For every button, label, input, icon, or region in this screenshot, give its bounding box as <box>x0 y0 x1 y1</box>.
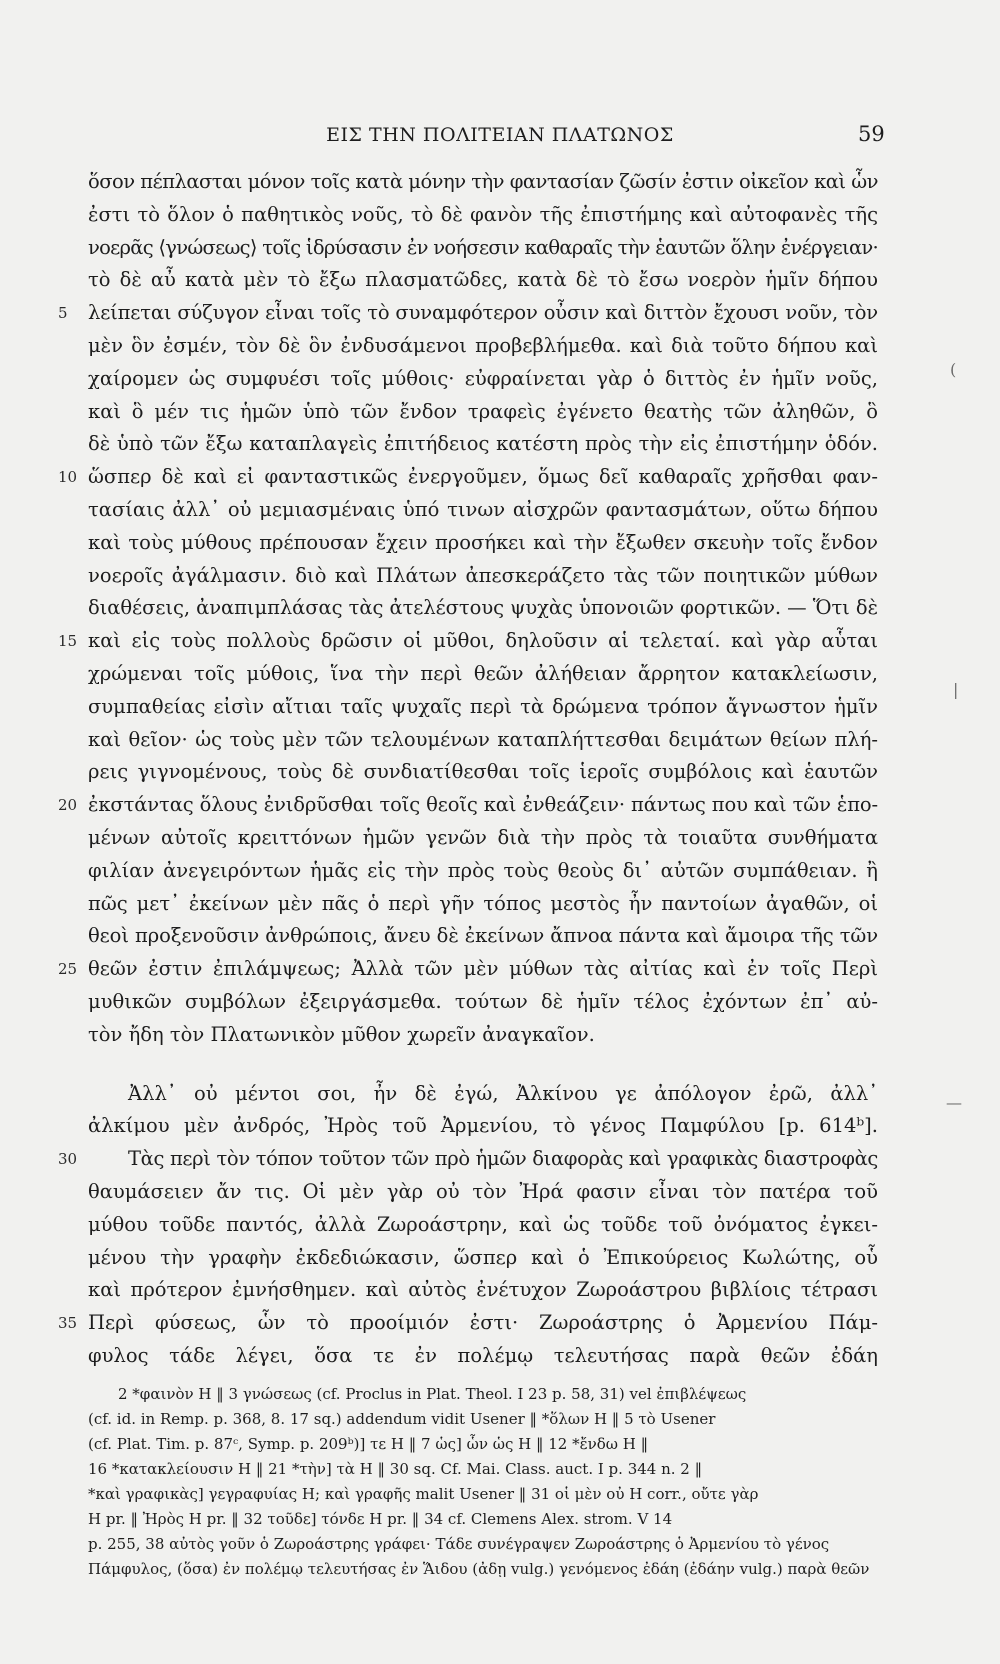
line-text: καὶ ὃ μέν τις ἡμῶν ὑπὸ τῶν ἔνδον τραφεὶς ἐγένετο θεατὴς τῶν ἀληθῶν, ὃ <box>88 399 878 423</box>
text-line <box>88 1340 878 1373</box>
text-line <box>58 461 878 494</box>
line-text: καὶ θεῖον· ὡς τοὺς μὲν τῶν τελουμένων καταπλήττεσθαι δειμάτων θείων πλή- <box>88 727 878 751</box>
line-text: μυθικῶν συμβόλων ἐξειργάσμεθα. τούτων δὲ ἡμῖν τέλος ἐχόντων ἐπ᾽ αὐ- <box>88 989 878 1013</box>
line-text: ὅσον πέπλασται μόνον τοῖς κατὰ μόνην τὴν φαντασίαν ζῶσίν ἐστιν οἰκεῖον καὶ ὧν <box>88 170 878 193</box>
text-line <box>88 986 878 1019</box>
line-text: θεοὶ προξενοῦσιν ἀνθρώποις, ἄνευ δὲ ἐκείνων ἄπνοα πάντα καὶ ἄμοιρα τῆς τῶν <box>88 924 878 948</box>
line-text: νοεροῖς ἀγάλμασιν. διὸ καὶ Πλάτων ἀπεσκεράζετο τὰς τῶν ποιητικῶν μύθων <box>88 563 878 587</box>
line-number: 10 <box>58 468 78 487</box>
line-number: 15 <box>58 632 78 651</box>
text-line <box>88 494 878 527</box>
line-text: μένου τὴν γραφὴν ἐκδεδιώκασιν, ὥσπερ καὶ ὁ Ἐπικούρειος Κωλώτης, οὗ <box>88 1245 878 1269</box>
text-line <box>88 888 878 921</box>
line-text: Περὶ φύσεως, ὧν τὸ προοίμιόν ἐστι· Ζωροάστρης ὁ Ἀρμενίου Πάμ- <box>88 1311 878 1335</box>
text-line <box>88 724 878 757</box>
text-line <box>88 166 878 199</box>
line-number: 35 <box>58 1314 78 1333</box>
line-number: 25 <box>58 960 78 979</box>
line-text: ὥσπερ δὲ καὶ εἰ φανταστικῶς ἐνεργοῦμεν, ὅμως δεῖ καθαραῖς χρῆσθαι φαν- <box>88 465 878 489</box>
text-line <box>88 920 878 953</box>
text-line <box>58 789 878 822</box>
text-line <box>88 756 878 789</box>
footnote-line: p. 255, 38 αὐτὸς γοῦν ὁ Ζωροάστρης γράφει· Τάδε συνέγραψεν Ζωροάστρης ὁ Ἀρμενίου τὸ γένος <box>88 1535 830 1553</box>
line-text: φιλίαν ἀνεγειρόντων ἡμᾶς εἰς τὴν πρὸς τοὺς θεοὺς δι᾽ αὐτῶν συμπάθειαν. ἢ <box>88 858 878 882</box>
text-line <box>58 1143 878 1176</box>
line-text: μὲν ὃν ἐσμέν, τὸν δὲ ὃν ἐνδυσάμενοι προβεβλήμεθα. καὶ διὰ τοῦτο δήπου καὶ <box>88 333 878 357</box>
text-line <box>58 297 878 330</box>
text-line <box>88 1242 878 1275</box>
line-text: δὲ ὑπὸ τῶν ἔξω καταπλαγεὶς ἐπιτήδειος κατέστη πρὸς τὴν εἰς ἐπιστήμην ὁδόν. <box>88 432 878 456</box>
text-line <box>88 396 878 429</box>
text-line <box>88 428 878 461</box>
line-text: ἀλκίμου μὲν ἀνδρός, Ἠρὸς τοῦ Ἀρμενίου, τὸ γένος Παμφύλου [p. 614ᵇ]. <box>88 1114 878 1138</box>
line-text: θεῶν ἐστιν ἐπιλάμψεως; Ἀλλὰ τῶν μὲν μύθων τὰς αἰτίας καὶ ἐν τοῖς Περὶ <box>88 957 878 981</box>
margin-mark: ( <box>950 360 957 379</box>
text-line <box>58 1307 878 1340</box>
margin-mark: | <box>953 680 959 699</box>
text-line <box>58 953 878 986</box>
line-text: λείπεται σύζυγον εἶναι τοῖς τὸ συναμφότερον οὖσιν καὶ διττὸν ἔχουσι νοῦν, τὸν <box>88 301 878 325</box>
text-line <box>88 1209 878 1242</box>
line-text: μένων αὐτοῖς κρειττόνων ἡμῶν γενῶν διὰ τὴν πρὸς τὰ τοιαῦτα συνθήματα <box>88 825 878 849</box>
text-line <box>88 199 878 232</box>
line-number: 20 <box>58 796 78 815</box>
main-text <box>58 166 878 1373</box>
line-text: νοερᾶς ⟨γνώσεως⟩ τοῖς ἱδρύσασιν ἐν νοήσεσιν καθαραῖς τὴν ἑαυτῶν ὅλην ἐνέργειαν· <box>88 235 878 259</box>
line-text: πῶς μετ᾽ ἐκείνων μὲν πᾶς ὁ περὶ γῆν τόπος μεστὸς ἦν παντοίων ἀγαθῶν, οἱ <box>88 891 878 915</box>
text-line <box>88 1078 878 1111</box>
text-line <box>88 560 878 593</box>
footnote-line: Πάμφυλος, (ὅσα) ἐν πολέμῳ τελευτήσας ἐν Ἅιδου (ἀδῃ vulg.) γενόμενος ἐδάη (ἐδάην vulg.) παρὰ θεῶν <box>88 1560 870 1578</box>
text-line <box>88 1110 878 1143</box>
text-line <box>88 592 878 625</box>
line-number: 5 <box>58 304 68 323</box>
text-line <box>88 264 878 297</box>
line-text: καὶ εἰς τοὺς πολλοὺς δρῶσιν οἱ μῦθοι, δηλοῦσιν αἱ τελεταί. καὶ γὰρ αὗται <box>88 629 878 653</box>
text-line <box>88 330 878 363</box>
text-line <box>88 1019 878 1052</box>
line-text: Ἀλλ᾽ οὐ μέντοι σοι, ἦν δὲ ἐγώ, Ἀλκίνου γε ἀπόλογον ἐρῶ, ἀλλ᾽ <box>128 1081 878 1105</box>
line-number: 30 <box>58 1150 78 1169</box>
footnote-line: (cf. id. in Remp. p. 368, 8. 17 sq.) addendum vidit Usener ‖ *ὅλων H ‖ 5 τὸ Usener <box>88 1410 716 1428</box>
text-line <box>88 1274 878 1307</box>
margin-mark: — <box>946 1093 962 1112</box>
footnote-line: (cf. Plat. Tim. p. 87ᶜ, Symp. p. 209ᵇ)] τε H ‖ 7 ὡς] ὧν ὡς H ‖ 12 *ἔνδω H ‖ <box>88 1435 649 1453</box>
text-line <box>88 822 878 855</box>
line-text: Τὰς περὶ τὸν τόπον τοῦτον τῶν πρὸ ἡμῶν διαφορὰς καὶ γραφικὰς διαστροφὰς <box>128 1147 878 1171</box>
line-text: συμπαθείας εἰσὶν αἴτιαι ταῖς ψυχαῖς περὶ τὰ δρώμενα τρόπον ἄγνωστον ἡμῖν <box>88 694 878 718</box>
footnote-line: 16 *κατακλείουσιν H ‖ 21 *τὴν] τὰ H ‖ 30 sq. Cf. Mai. Class. auct. I p. 344 n. 2 ‖ <box>88 1460 703 1478</box>
line-text: τασίαις ἀλλ᾽ οὐ μεμιασμέναις ὑπό τινων αἰσχρῶν φαντασμάτων, οὕτω δήπου <box>88 497 878 521</box>
text-line <box>88 855 878 888</box>
line-text: μύθου τοῦδε παντός, ἀλλὰ Ζωροάστρην, καὶ ὡς τοῦδε τοῦ ὀνόματος ἐγκει- <box>88 1212 878 1236</box>
footnote-line: H pr. ‖ Ἠρὸς H pr. ‖ 32 τοῦδε] τόνδε H pr. ‖ 34 cf. Clemens Alex. strom. V 14 <box>88 1510 673 1528</box>
page-number: 59 <box>858 122 885 146</box>
line-text: τὸ δὲ αὖ κατὰ μὲν τὸ ἔξω πλασματῶδες, κατὰ δὲ τὸ ἔσω νοερὸν ἡμῖν δήπου <box>88 268 878 292</box>
footnote-line: 2 *φαινὸν H ‖ 3 γνώσεως (cf. Proclus in Plat. Theol. I 23 p. 58, 31) vel ἐπιβλέψεως <box>118 1385 747 1403</box>
line-text: ρεις γιγνομένους, τοὺς δὲ συνδιατίθεσθαι τοῖς ἱεροῖς συμβόλοις καὶ ἑαυτῶν <box>88 760 878 784</box>
text-line <box>88 658 878 691</box>
line-text: ἐκστάντας ὅλους ἐνιδρῦσθαι τοῖς θεοῖς καὶ ἐνθεάζειν· πάντως που καὶ τῶν ἑπο- <box>88 793 878 817</box>
line-text: διαθέσεις, ἀναπιμπλάσας τὰς ἀτελέστους ψυχὰς ὑπονοιῶν φορτικῶν. — Ὅτι δὲ <box>88 596 878 620</box>
text-line <box>88 363 878 396</box>
line-text: θαυμάσειεν ἄν τις. Οἱ μὲν γὰρ οὐ τὸν Ἠρά φασιν εἶναι τὸν πατέρα τοῦ <box>88 1179 878 1203</box>
line-text: ἐστι τὸ ὅλον ὁ παθητικὸς νοῦς, τὸ δὲ φανὸν τῆς ἐπιστήμης καὶ αὐτοφανὲς τῆς <box>88 202 878 226</box>
running-title: ΕΙΣ ΤΗΝ ΠΟΛΙΤΕΙΑΝ ΠΛΑΤΩΝΟΣ <box>326 124 674 146</box>
text-line <box>58 625 878 658</box>
line-text: φυλος τάδε λέγει, ὅσα τε ἐν πολέμῳ τελευτήσας παρὰ θεῶν ἐδάη <box>88 1343 878 1367</box>
text-line <box>88 527 878 560</box>
footnotes <box>88 1382 878 1582</box>
footnote-line: *καὶ γραφικὰς] γεγραφυίας H; καὶ γραφῆς malit Usener ‖ 31 οἱ μὲν οὐ H corr., οὔτε γὰρ <box>88 1485 759 1503</box>
line-text: τὸν ἤδη τὸν Πλατωνικὸν μῦθον χωρεῖν ἀναγκαῖον. <box>88 1022 595 1046</box>
text-line <box>88 232 878 265</box>
line-text: καὶ τοὺς μύθους πρέπουσαν ἔχειν προσήκει καὶ τὴν ἔξωθεν σκευὴν τοῖς ἔνδον <box>88 530 878 554</box>
line-text: χαίρομεν ὡς συμφυέσι τοῖς μύθοις· εὐφραίνεται γὰρ ὁ διττὸς ἐν ἡμῖν νοῦς, <box>88 366 878 390</box>
line-text: καὶ πρότερον ἐμνήσθημεν. καὶ αὐτὸς ἐνέτυχον Ζωροάστρου βιβλίοις τέτρασι <box>88 1278 878 1302</box>
text-line <box>88 1176 878 1209</box>
text-line <box>88 691 878 724</box>
line-text: χρώμεναι τοῖς μύθοις, ἵνα τὴν περὶ θεῶν ἀλήθειαν ἄρρητον κατακλείωσιν, <box>88 661 878 685</box>
